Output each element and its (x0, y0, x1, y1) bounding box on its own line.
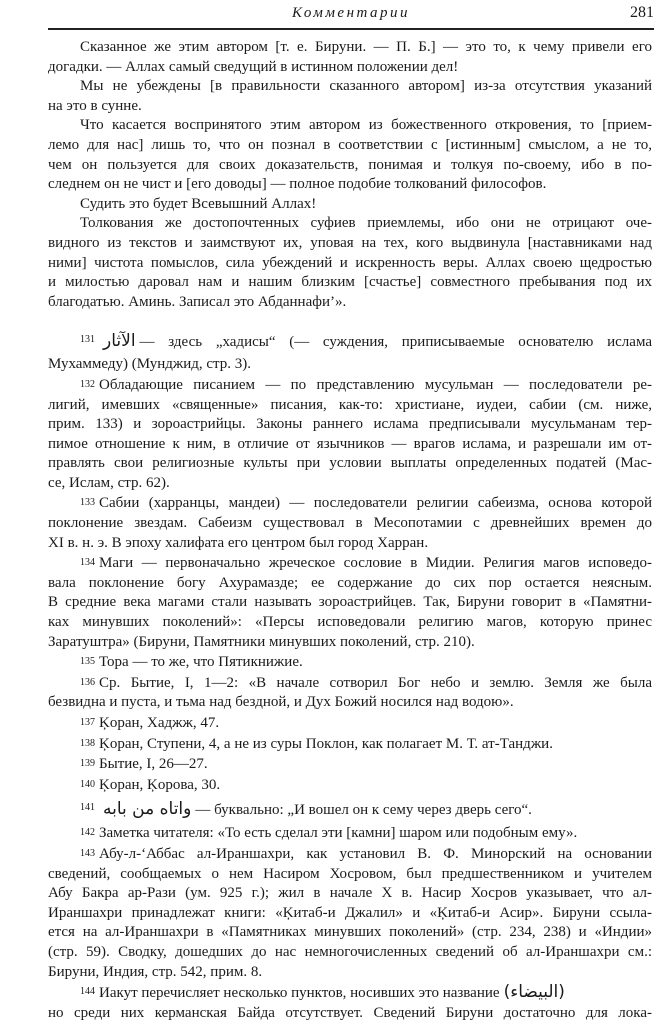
text-line: Судить это будет Всевышний Аллах! (80, 195, 317, 212)
footnote-line (48, 554, 652, 574)
footnote-text: Ķоран, Ķорова, 30. (99, 776, 221, 793)
footnote-line: вала поклонение богу Ахурамазде; ее содержание до сих пор остается неясным. (48, 574, 652, 591)
footnote-text: Заметка читателя: «То есть сделал эти [камни] шаром или подобным ему». (99, 825, 578, 842)
footnote-line (48, 845, 652, 865)
footnote-line (48, 674, 652, 694)
footnote-line: ется на ал-Ираншахри в «Памятниках минувших поколений» (стр. 234, 238) и «Индии» (48, 924, 652, 941)
paragraph (48, 38, 652, 77)
footnote-text: Маги — первоначально жреческое сословие в Мидии. Религия магов исповедо- (99, 555, 652, 572)
footnote (48, 776, 652, 796)
footnote-line: сведений, сообщаемых о нем Насиром Хосровом, был предшественником и учителем (48, 865, 652, 882)
footnotes (48, 328, 652, 1023)
footnote-line (48, 714, 652, 734)
footnote-line: прим. 133) и зороастрийцы. Законы раннего ислама предписывали мусульманам тер- (48, 416, 652, 433)
footnote-line (48, 735, 652, 755)
footnote-number: 132 (80, 378, 95, 390)
footnote-line: Абу Бакра ар-Рази (ум. 925 г.); жил в начале X в. Насир Хосров указывает, что ал- (48, 885, 652, 902)
arabic-term: الآثار (103, 331, 136, 352)
footnote (48, 714, 652, 734)
footnote-line: ках минувших поколений»: «Персы исповедовали религию магов, которую принес (48, 614, 652, 631)
footnote-line: Заратуштра» (Бируни, Памятники минувших поколений, стр. 210). (48, 633, 475, 650)
footnote-text: Ķоран, Ступени, 4, а не из суры Поклон, как полагает М. Т. ат-Танджи. (99, 735, 553, 752)
text-line: Мы не убеждены [в правильности сказанного автором] из-за отсутствия указаний (80, 78, 652, 95)
footnote-line: Мухаммеду) (Мунджид, стр. 3). (48, 356, 252, 373)
footnote-line (48, 824, 652, 844)
footnote-text: Абу-л-‘Аббас ал-Ираншахри, как установил В. Ф. Минорский на основании (99, 845, 652, 862)
footnote (48, 735, 652, 755)
footnote-line: (стр. 59). Сводку, дошедших до нас немногочисленных сведений об ал-Ираншахри см.: (48, 943, 652, 960)
footnote-text: Тора — то же, что Пятикнижие. (99, 654, 303, 671)
paragraph (48, 195, 652, 215)
footnote-line: пимое отношение к ним, в отличие от язычников — врагов ислама, и разрешали им от- (48, 435, 652, 452)
footnote-number: 139 (80, 758, 95, 770)
text-line: чем он пользуется для своих доказательств, понимая и толкуя по-своему, ибо в по- (48, 156, 652, 173)
footnote-number: 142 (80, 827, 95, 839)
footnote-line: В средние века магами стали называть зороастрийцев. Так, Бируни говорит в «Памятни- (48, 594, 652, 611)
text-line: догадки. — Аллах самый сведущий в истинном положении дел! (48, 58, 459, 75)
footnote-number: 138 (80, 737, 95, 749)
footnote-text: Обладающие писанием — по представлению мусульман — последователи ре- (99, 376, 652, 393)
footnote (48, 755, 652, 775)
footnote-line: Бируни, Индия, стр. 542, прим. 8. (48, 963, 263, 980)
footnote-number: 133 (80, 497, 95, 509)
footnote-text: Иакут перечисляет несколько пунктов, носивших это название (99, 985, 500, 1002)
arabic-term: واتاه من بابه (103, 799, 192, 820)
running-title: Комментарии (291, 5, 411, 21)
page-body (48, 38, 652, 1024)
footnote-text: Сабии (харранцы, мандеи) — последователи религии сабеизма, основа которой (99, 495, 652, 512)
footnote-number: 131 (80, 334, 95, 346)
footnote (48, 983, 652, 1023)
footnote-line: правлять свои религиозные культы при условии выплаты определенных податей (Мас- (48, 455, 652, 472)
footnote-line (48, 376, 652, 396)
text-line: Сказанное же этим автором [т. е. Бируни. — П. Б.] — это то, к чему привели его (80, 39, 652, 55)
footnote-line (48, 755, 652, 775)
text-line: лемо для нас] лишь то, что он познал в соответствии с [истинным] смыслом, а не то, (48, 136, 652, 153)
footnote-number: 140 (80, 778, 95, 790)
main-text (48, 38, 652, 312)
text-line: благодатью. Аминь. Записал это Абданнафи’». (48, 293, 347, 310)
text-line: Толкования же достопочтенных суфиев приемлемы, ибо они не отрицают оче- (80, 215, 652, 232)
footnote-line (48, 328, 652, 355)
text-line: видного из текстов и заимствуют их, уповая на тех, кого выдвинула [наставниками над (48, 234, 652, 251)
footnote-line: лигий, имевших «священные» писания, как-то: христиане, иудеи, сабии (см. ниже, (48, 396, 652, 413)
footnote-number: 144 (80, 986, 95, 998)
footnote (48, 376, 652, 494)
footnote-line: поклонение звездам. Сабеизм существовал в Месопотамии с древнейших времен до (48, 515, 652, 532)
footnote (48, 328, 652, 375)
footnote-number: 135 (80, 656, 95, 668)
footnote-line: XI в. н. э. В эпоху халифата его центром был город Харран. (48, 534, 429, 551)
footnote (48, 554, 652, 652)
footnote-number: 141 (80, 802, 95, 814)
footnote-line (48, 653, 652, 673)
footnote (48, 845, 652, 982)
arabic-term: (البيضاء) (503, 982, 565, 1003)
footnote (48, 653, 652, 673)
footnote-number: 134 (80, 557, 95, 569)
footnote-number: 137 (80, 717, 95, 728)
footnote-text: — буквально: „И вошел он к сему через дверь сего“. (195, 802, 532, 819)
text-line: и милостью даровал нам и нашим близким [счастье] совместного пребывания под их (48, 274, 652, 291)
text-line: Что касается воспринятого этим автором из божественного откровения, то [прием- (80, 117, 652, 134)
footnote-text: Ср. Бытие, I, 1—2: «В начале сотворил Бог небо и землю. Земля же была (99, 674, 652, 691)
footnote-line: но среди них керманская Байда отсутствует. Сведений Бируни достаточно для лока- (48, 1004, 652, 1021)
footnote (48, 824, 652, 844)
footnote (48, 674, 652, 713)
footnote-number: 136 (80, 676, 95, 688)
footnote-line: се, Ислам, стр. 62). (48, 474, 170, 491)
footnote-line: Ираншахри принадлежат книги: «Ķитаб-и Джалил» и «Ķитаб-и Асир». Бируни ссыла- (48, 904, 652, 921)
footnote-line (48, 796, 652, 823)
text-line: на это в сунне. (48, 97, 142, 114)
footnote-text: Бытие, I, 26—27. (99, 756, 208, 773)
page-number: 281 (630, 4, 654, 21)
footnote (48, 494, 652, 553)
footnote-line (48, 983, 652, 1004)
paragraph (48, 77, 652, 116)
paragraph (48, 214, 652, 312)
header-rule (48, 28, 654, 30)
footnote-number: 143 (80, 847, 95, 859)
footnote-text: — здесь „хадисы“ (— суждения, приписываемые основателю ислама (139, 334, 652, 351)
text-line: ними] чистота помыслов, сила убеждений и искренность веры. Аллах своею щедростью (48, 254, 652, 271)
footnote-line (48, 776, 652, 796)
footnote-text: Ķоран, Хаджж, 47. (99, 715, 220, 731)
text-line: следнем он не чист и [его доводы] — полное подобие толкований философов. (48, 176, 547, 193)
footnote-line (48, 494, 652, 514)
footnote-line: безвидна и пуста, и тьма над бездной, и Дух Божий носился над водою». (48, 694, 514, 711)
footnote (48, 796, 652, 823)
running-header (48, 3, 654, 29)
paragraph (48, 116, 652, 194)
